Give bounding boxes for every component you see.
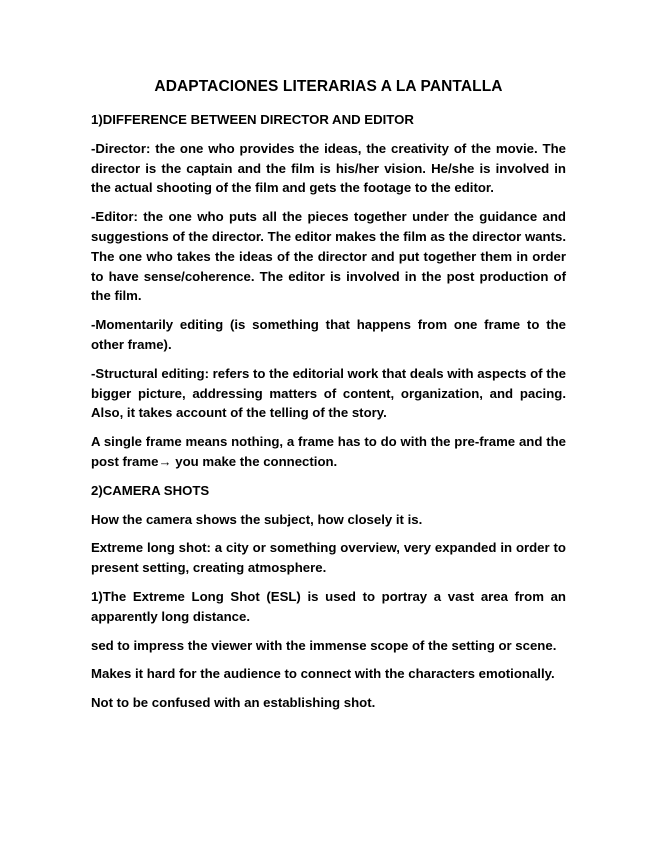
paragraph-esl: 1)The Extreme Long Shot (ESL) is used to portray a vast area from an apparently long distance. [91,588,566,624]
paragraph-structural-editing: -Structural editing: refers to the editorial work that deals with aspects of the bigger picture, addressing matters of content, organization, and pacing. Also, it takes account of the telling of the story. [91,365,566,421]
paragraph-camera-intro: How the camera shows the subject, how closely it is. [91,511,423,527]
document-title: ADAPTACIONES LITERARIAS A LA PANTALLA [154,78,503,95]
section-heading-camera-shots: 2)CAMERA SHOTS [91,482,210,498]
paragraph-momentarily-editing: -Momentarily editing (is something that happens from one frame to the other frame). [91,317,566,352]
section-heading-director-editor: 1)DIFFERENCE BETWEEN DIRECTOR AND EDITOR [91,112,414,127]
paragraph-not-confused: Not to be confused with an establishing shot. [91,695,376,711]
paragraph-single-frame: A single frame means nothing, a frame has to do with the pre-frame and the post frame→ you make the connection. [91,434,566,469]
paragraph-extreme-long-shot: Extreme long shot: a city or something overview, very expanded in order to present setting, creating atmosphere. [91,540,566,576]
paragraph-hard-to-connect: Makes it hard for the audience to connect with the characters emotionally. [91,666,555,682]
paragraph-impress: sed to impress the viewer with the immense scope of the setting or scene. [91,637,557,653]
paragraph-editor: -Editor: the one who puts all the pieces together under the guidance and suggestions of the director. The editor makes the film as the director wants. The one who takes the ideas of the director and put together them in order to have sense/coherence. The editor is involved in the post production of the film. [91,209,566,304]
paragraph-director: -Director: the one who provides the ideas, the creativity of the movie. The director is the captain and the film is his/her vision. He/she is involved in the actual shooting of the film and gets the footage to the editor. [91,140,566,196]
